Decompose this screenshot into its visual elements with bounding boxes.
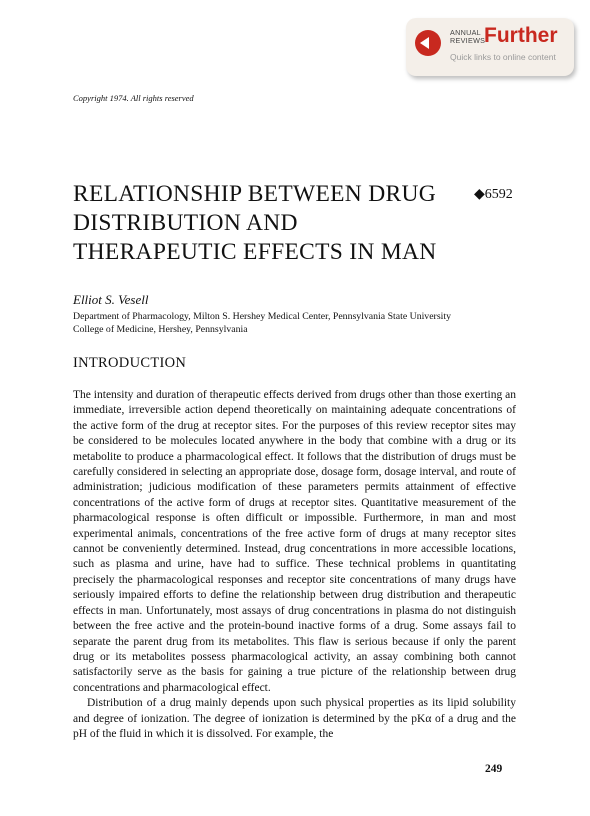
article-title: RELATIONSHIP BETWEEN DRUG DISTRIBUTION AND THERAPEUTIC EFFECTS IN MAN bbox=[73, 181, 437, 265]
badge-publisher-line1: ANNUAL bbox=[450, 28, 481, 37]
paragraph-1: The intensity and duration of therapeutic effects derived from drugs other than those exerting an immediate, irreversible action depend theoretically on maintaining adequate concentrations of the active form of the drug at receptor sites. For the purposes of this review receptor sites may be considered to be molecules located anywhere in the body that combine with a drug or its metabolite to produce a pharmacological effect. It follows that the distribution of drugs must be carefully considered in selecting an appropriate dose, dosage form, dosage interval, and route of administration; judicious modification of these parameters permits attainment of effective concentrations of the active form of drugs at receptor sites. Quantitative measurement of the pharmacological response is often difficult or impossible. Furthermore, in man and most experimental animals, concentrations of the free active form of drugs at many receptor sites cannot be conveniently determined. Instead, drug concentrations in more accessible locations, such as plasma and urine, have had to suffice. These technical problems in quantitating precisely the pharmacological responses and receptor site concentrations of many drugs have seriously impaired efforts to define the relationship between drug distribution and therapeutic effects in man. Unfortunately, most assays of drug concentrations in plasma do not distinguish between the free active and the protein-bound inactive forms of a drug. Some assays fail to separate the parent drug from its metabolites. This flaw is serious because if only the parent drug or its metabolites possess pharmacological activity, an assay combining both cannot satisfactorily serve as the basis for gaining a true picture of the relationship between drug concentrations and pharmacological effect. bbox=[73, 389, 516, 694]
paragraph-2: Distribution of a drug mainly depends upon such physical properties as its lipid solubility and degree of ionization. The degree of ionization is determined by the pKα of a drug and the pH of the fluid in which it is dissolved. For example, the bbox=[73, 697, 516, 740]
annual-reviews-further-badge[interactable] bbox=[406, 18, 574, 76]
badge-subtitle: Quick links to online content bbox=[450, 52, 556, 62]
article-id: ◆6592 bbox=[474, 187, 513, 202]
section-heading-introduction: INTRODUCTION bbox=[73, 355, 187, 371]
body-text bbox=[73, 388, 516, 742]
badge-publisher bbox=[450, 29, 485, 45]
copyright-notice: Copyright 1974. All rights reserved bbox=[73, 93, 194, 103]
author-affiliation: Department of Pharmacology, Milton S. Hershey Medical Center, Pennsylvania State University College of Medicine, Hershey, Pennsylvania bbox=[73, 311, 451, 335]
badge-brand: Further bbox=[484, 24, 558, 47]
page-number: 249 bbox=[485, 763, 503, 775]
badge-publisher-line2: REVIEWS bbox=[450, 36, 486, 45]
play-back-circle-icon bbox=[415, 30, 441, 56]
author-name: Elliot S. Vesell bbox=[73, 292, 149, 307]
